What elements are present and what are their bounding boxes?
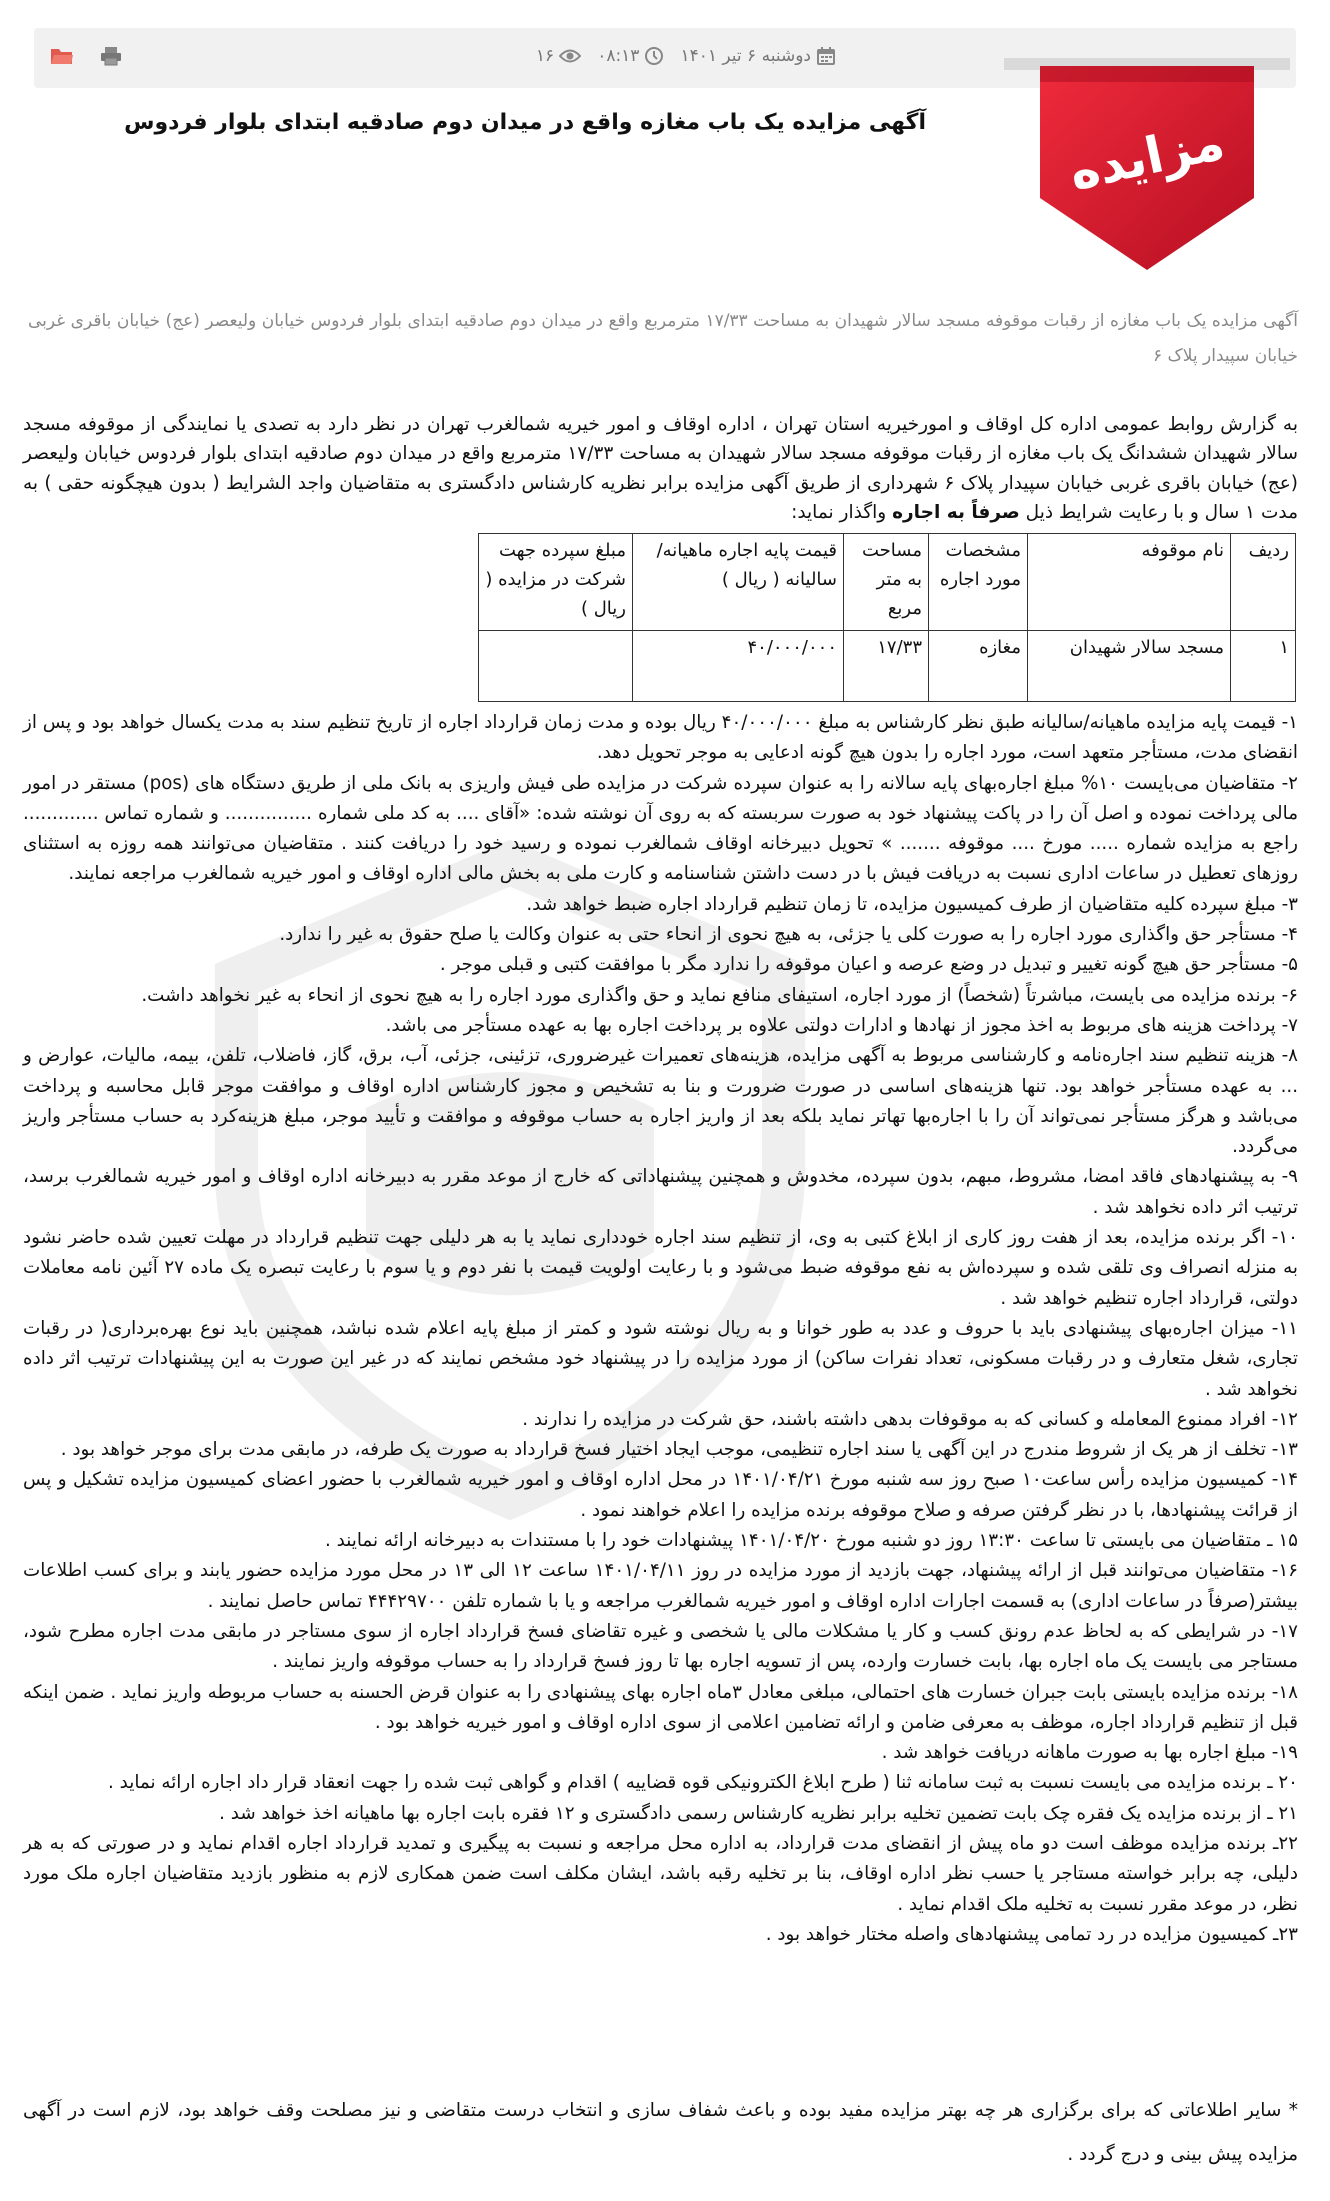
condition-item: ۱۰- اگر برنده مزایده، بعد از هفت روز کاری از ابلاغ کتبی به وی، از تنظیم سند اجاره خودداری نماید یا به هر دلیلی جهت تنظیم قرارداد در مهلت تعیین شده حاضر نشود به منزله انصراف وی تلقی شده و سپرده‌اش به نفع موقوفه ضبط می‌شود و با رعایت اولویت قیمت با نفر دوم و یا سوم با رعایت تبصره یک ماده ۲۷ آئین نامه معاملات دولتی، قرارداد اجاره تنظیم خواهد شد . bbox=[23, 1227, 1298, 1309]
table-header-cell: مساحت به متر مربع bbox=[844, 534, 929, 631]
clock-icon bbox=[644, 46, 664, 66]
print-icon[interactable] bbox=[100, 46, 122, 66]
condition-item: ۴- مستأجر حق واگذاری مورد اجاره را به صورت کلی یا جزئی، به هیچ نحوی از انحاء حتی به عنوان وکالت یا صلح حقوق به غیر را ندارد. bbox=[279, 924, 1298, 946]
article-title: آگهی مزایده یک باب مغازه واقع در میدان دوم صادقیه ابتدای بلوار فردوس bbox=[124, 110, 926, 135]
condition-item: ۱- قیمت پایه مزایده ماهیانه/سالیانه طبق نظر کارشناس به مبلغ ۴۰/۰۰۰/۰۰۰ ریال بوده و مدت زمان قرارداد اجاره از تاریخ تنظیم سند به مدت یکسال خواهد بود و پس از انقضای مدت، مستأجر متعهد است، مورد اجاره را بدون هیچ گونه ادعایی به موجر تحویل دهد. bbox=[23, 712, 1298, 764]
rent-table bbox=[478, 533, 1296, 702]
table-cell: ۱۷/۳۳ bbox=[844, 631, 929, 702]
condition-item: ۸- هزینه تنظیم سند اجاره‌نامه و کارشناسی مربوط به آگهی مزایده، هزینه‌های تعمیرات غیرضروری، تزئینی، جزئی، آب، برق، گاز، فاضلاب، تلفن، بیمه، مالیات، عوارض و ... به عهده مستأجر خواهد بود. تنها هزینه‌های اساسی در صورت ضرورت و بنا به تشخیص و مجوز کارشناس اداره اوقاف و موافقت موجر قابل محاسبه و پرداخت می‌باشد و هرگز مستأجر نمی‌تواند آن را با اجاره‌بها تهاتر نماید بلکه بعد از واریز اجاره به حساب موقوفه و موافقت و تأیید موجر، مبلغ هزینه‌کرد به حساب مستأجر واریز می‌گردد. bbox=[23, 1045, 1298, 1158]
condition-item: ۲۰ ـ برنده مزایده می بایست نسبت به ثبت سامانه ثنا ( طرح ابلاغ الکترونیکی قوه قضاییه ) اقدام و گواهی ثبت شده را جهت انعقاد قرار داد اجاره ارائه نماید . bbox=[108, 1772, 1298, 1794]
condition-item: ۱۲- افراد ممنوع المعامله و کسانی که به موقوفات بدهی داشته باشند، حق شرکت در مزایده را ندارند . bbox=[522, 1408, 1298, 1430]
views-count: ۱۶ bbox=[535, 46, 555, 66]
intro-tail: واگذار نماید: bbox=[791, 502, 893, 524]
calendar-icon bbox=[816, 46, 836, 66]
badge-text: مزایده bbox=[1064, 112, 1230, 202]
intro-text: به گزارش روابط عمومی اداره کل اوقاف و امورخیریه استان تهران ، اداره اوقاف و امور خیریه شمالغرب تهران در نظر دارد به تصدی یا نمایندگی از موقوفه مسجد سالار شهیدان ششدانگ یک باب مغازه از رقبات موقوفه مسجد سالار شهیدان به مساحت ۱۷/۳۳ مترمربع واقع در میدان دوم صادقیه ابتدای بلوار فردوس خیابان ولیعصر (عج) خیابان باقری غربی خیابان سپیدار پلاک ۶ شهرداری از طریق آگهی مزایده برابر نظریه کارشناس دادگستری به متقاضیان واجد الشرایط ( بدون هیچگونه حقی ) به مدت ۱ سال و با رعایت شرایط ذیل bbox=[23, 414, 1299, 524]
table-header-cell: قیمت پایه اجاره ماهیانه/سالیانه ( ریال ) bbox=[633, 534, 844, 631]
condition-item: ۹- به پیشنهادهای فاقد امضا، مشروط، مبهم، بدون سپرده، مخدوش و همچنین پیشنهاداتی که خارج از موعد مقرر به دبیرخانه اداره اوقاف و امور خیریه شمالغرب برسد، ترتیب اثر داده نخواهد شد . bbox=[23, 1166, 1298, 1218]
article-intro bbox=[23, 410, 1298, 528]
views-meta bbox=[536, 46, 581, 66]
condition-item: ۱۸- برنده مزایده بایستی بابت جبران خسارت های احتمالی، مبلغی معادل ۳ماه اجاره بهای پیشنهادی را به عنوان قرض الحسنه به حساب مربوطه واریز نماید . ضمن اینکه قبل از تنظیم قرارداد اجاره، موظف به معرفی ضامن و ارائه تضامین اعلامی از سوی اداره اوقاف و امور خیریه خواهد بود . bbox=[23, 1681, 1298, 1733]
condition-item: ۱۴- کمیسیون مزایده رأس ساعت۱۰ صبح روز سه شنبه مورخ ۱۴۰۱/۰۴/۲۱ در محل اداره اوقاف و امور خیریه شمالغرب با حضور اعضای کمیسیون مزایده تشکیل و پس از قرائت پیشنهادها، با در نظر گرفتن صرفه و صلاح موقوفه برنده مزایده را اعلام خواهند نمود . bbox=[23, 1469, 1299, 1521]
condition-item: ۶- برنده مزایده می بایست، مباشرتاً (شخصاً) از مورد اجاره، استیفای منافع نماید و حق واگذاری مورد اجاره را به هیچ نحوی از انحاء به غیر نخواهد داشت. bbox=[141, 984, 1298, 1006]
footer-note: * سایر اطلاعاتی که برای برگزاری هر چه بهتر مزایده مفید بوده و باعث شفاف سازی و انتخاب درست متقاضی و نیز مصلحت وقف خواهد بود، لازم است در آگهی مزایده پیش بینی و درج گردد . bbox=[23, 2100, 1298, 2165]
eye-icon bbox=[559, 48, 581, 64]
table-row bbox=[479, 631, 1296, 702]
article-summary: آگهی مزایده یک باب مغازه از رقبات موقوفه مسجد سالار شهیدان به مساحت ۱۷/۳۳ مترمربع واقع در میدان دوم صادقیه ابتدای بلوار فردوس خیابان ولیعصر (عج) خیابان باقری غربی خیابان سپیدار پلاک ۶ bbox=[28, 311, 1298, 366]
condition-item: ۱۳- تخلف از هر یک از شروط مندرج در این آگهی یا سند اجاره تنظیمی، موجب ایجاد اختیار فسخ قرارداد به صورت یک طرفه، در مابقی مدت برای موجر خواهد بود . bbox=[60, 1439, 1298, 1461]
table-cell: ۱ bbox=[1231, 631, 1296, 702]
article-meta bbox=[536, 46, 836, 66]
folder-icon[interactable] bbox=[50, 46, 74, 66]
intro-bold: صرفاً به اجاره bbox=[892, 502, 1020, 524]
condition-item: ۲۱ ـ از برنده مزایده یک فقره چک بابت تضمین تخلیه برابر نظریه کارشناس رسمی دادگستری و ۱۲ فقره بابت اجاره بها ماهیانه اخذ خواهد شد . bbox=[219, 1802, 1298, 1824]
table-cell: مسجد سالار شهیدان bbox=[1028, 631, 1231, 702]
conditions-list bbox=[23, 708, 1298, 1950]
condition-item: ۵- مستأجر حق هیچ گونه تغییر و تبدیل در وضع عرصه و اعیان موقوفه را ندارد مگر با موافقت کتبی و قبلی موجر . bbox=[439, 954, 1298, 976]
condition-item: ۱۷- در شرایطی که به لحاظ عدم رونق کسب و کار یا مشکلات مالی یا شخصی و غیره تقاضای فسخ قرارداد اجاره از سوی مستاجر در مابقی مدت اجاره مطرح شود، مستاجر می بایست یک ماه اجاره بها، بابت خسارت وارده، پس از تسویه اجاره بها تا روز فسخ قرارداد را به حساب موقوفه واریز نمایند . bbox=[23, 1620, 1298, 1673]
table-cell: مغازه bbox=[929, 631, 1028, 702]
time-meta bbox=[597, 46, 664, 66]
condition-item: ۲۳ـ کمیسیون مزایده در رد تمامی پیشنهادهای واصله مختار خواهد بود . bbox=[765, 1923, 1298, 1945]
article-tools bbox=[50, 46, 122, 66]
date-meta bbox=[680, 46, 836, 66]
condition-item: ۳- مبلغ سپرده کلیه متقاضیان از طرف کمیسیون مزایده، تا زمان تنظیم قرارداد اجاره ضبط خواهد شد. bbox=[526, 893, 1298, 915]
table-header-cell: مبلغ سپرده جهت شرکت در مزایده ( ریال ) bbox=[479, 534, 633, 631]
table-header-cell: ردیف bbox=[1231, 534, 1296, 631]
table-cell: ۴۰/۰۰۰/۰۰۰ bbox=[633, 631, 844, 702]
condition-item: ۱۹- مبلغ اجاره بها به صورت ماهانه دریافت خواهد شد . bbox=[881, 1742, 1298, 1764]
condition-item: ۱۱- میزان اجاره‌بهای پیشنهادی باید با حروف و عدد به طور خوانا و به ریال نوشته شود و کمتر از مبلغ پایه اعلام شده نباشد، همچنین باید نوع بهره‌برداری( در رقبات تجاری، شغل متعارف و در رقبات مسکونی، تعداد نفرات ساکن) از مورد مزایده را در پیشنهاد خود مشخص نمایند که در غیر این صورت به این پیشنهادات ترتیب اثر داده نخواهد شد . bbox=[23, 1317, 1298, 1400]
table-header-cell: مشخصات مورد اجاره bbox=[929, 534, 1028, 631]
time-text: ۰۸:۱۳ bbox=[597, 46, 640, 66]
table-header-cell: نام موقوفه bbox=[1028, 534, 1231, 631]
condition-item: ۱۵ ـ متقاضیان می بایستی تا ساعت ۱۳:۳۰ روز دو شنبه مورخ ۱۴۰۱/۰۴/۲۰ پیشنهادات خود را با مستندات به دبیرخانه ارائه نمایند . bbox=[325, 1530, 1298, 1552]
condition-item: ۱۶- متقاضیان می‌توانند قبل از ارائه پیشنهاد، جهت بازدید از مورد مزایده در روز ۱۴۰۱/۰۴/۱۱ ساعت ۱۲ الی ۱۳ در محل مورد مزایده حضور یابند و برای کسب اطلاعات بیشتر(صرفاً در ساعات اداری) به قسمت اجارات اداره اوقاف و امور خیریه شمالغرب مراجعه و یا با شماره تلفن ۴۴۴۲۹۷۰۰ تماس حاصل نمایند . bbox=[23, 1560, 1298, 1612]
condition-item: ۲- متقاضیان می‌بایست ۱۰% مبلغ اجاره‌بهای پایه سالانه را به عنوان سپرده شرکت در مزایده طی فیش واریزی به بانک ملی از طریق دستگاه های (pos) مستقر در امور مالی پرداخت نموده و اصل آن را در پاکت پیشنهاد خود به صورت سربسته که به روی آن نوشته شده: «آقای .... به کد ملی شماره ............... و شماره تماس ............. راجع به مزایده شماره ..... مورخ .... موقوفه ....... » تحویل دبیرخانه اوقاف شمالغرب نموده و رسید خود را دریافت کنند . متقاضیان می‌توانند همه روزه به استثنای روزهای تعطیل در ساعات اداری نسبت به دریافت فیش با در دست داشتن شناسنامه و کارت ملی به بخش مالی اداره اوقاف و امور خیریه شمالغرب مراجعه نمایند. bbox=[23, 772, 1298, 885]
table-cell bbox=[479, 631, 633, 702]
condition-item: ۲۲ـ برنده مزایده موظف است دو ماه پیش از انقضای مدت قرارداد، به اداره محل مراجعه و نسبت به پیگیری و تمدید قرارداد اجاره اقدام نماید و در صورتی که به هر دلیلی، چه برابر خواسته مستاجر یا حسب نظر اداره اوقاف، بنا بر تخلیه رقبه باشد، ایشان مکلف است ضمن همکاری لازم به منظور بازدید متقاضیان اجاره ملک مورد نظر، در موعد مقرر نسبت به تخلیه ملک اقدام نماید . bbox=[23, 1832, 1298, 1915]
condition-item: ۷- پرداخت هزینه های مربوط به اخذ مجوز از نهادها و ادارات دولتی علاوه بر پرداخت اجاره بها به عهده مستأجر می باشد. bbox=[385, 1014, 1298, 1036]
date-text: دوشنبه ۶ تیر ۱۴۰۱ bbox=[680, 46, 811, 66]
auction-badge bbox=[998, 48, 1296, 280]
table-header-row bbox=[479, 534, 1296, 631]
